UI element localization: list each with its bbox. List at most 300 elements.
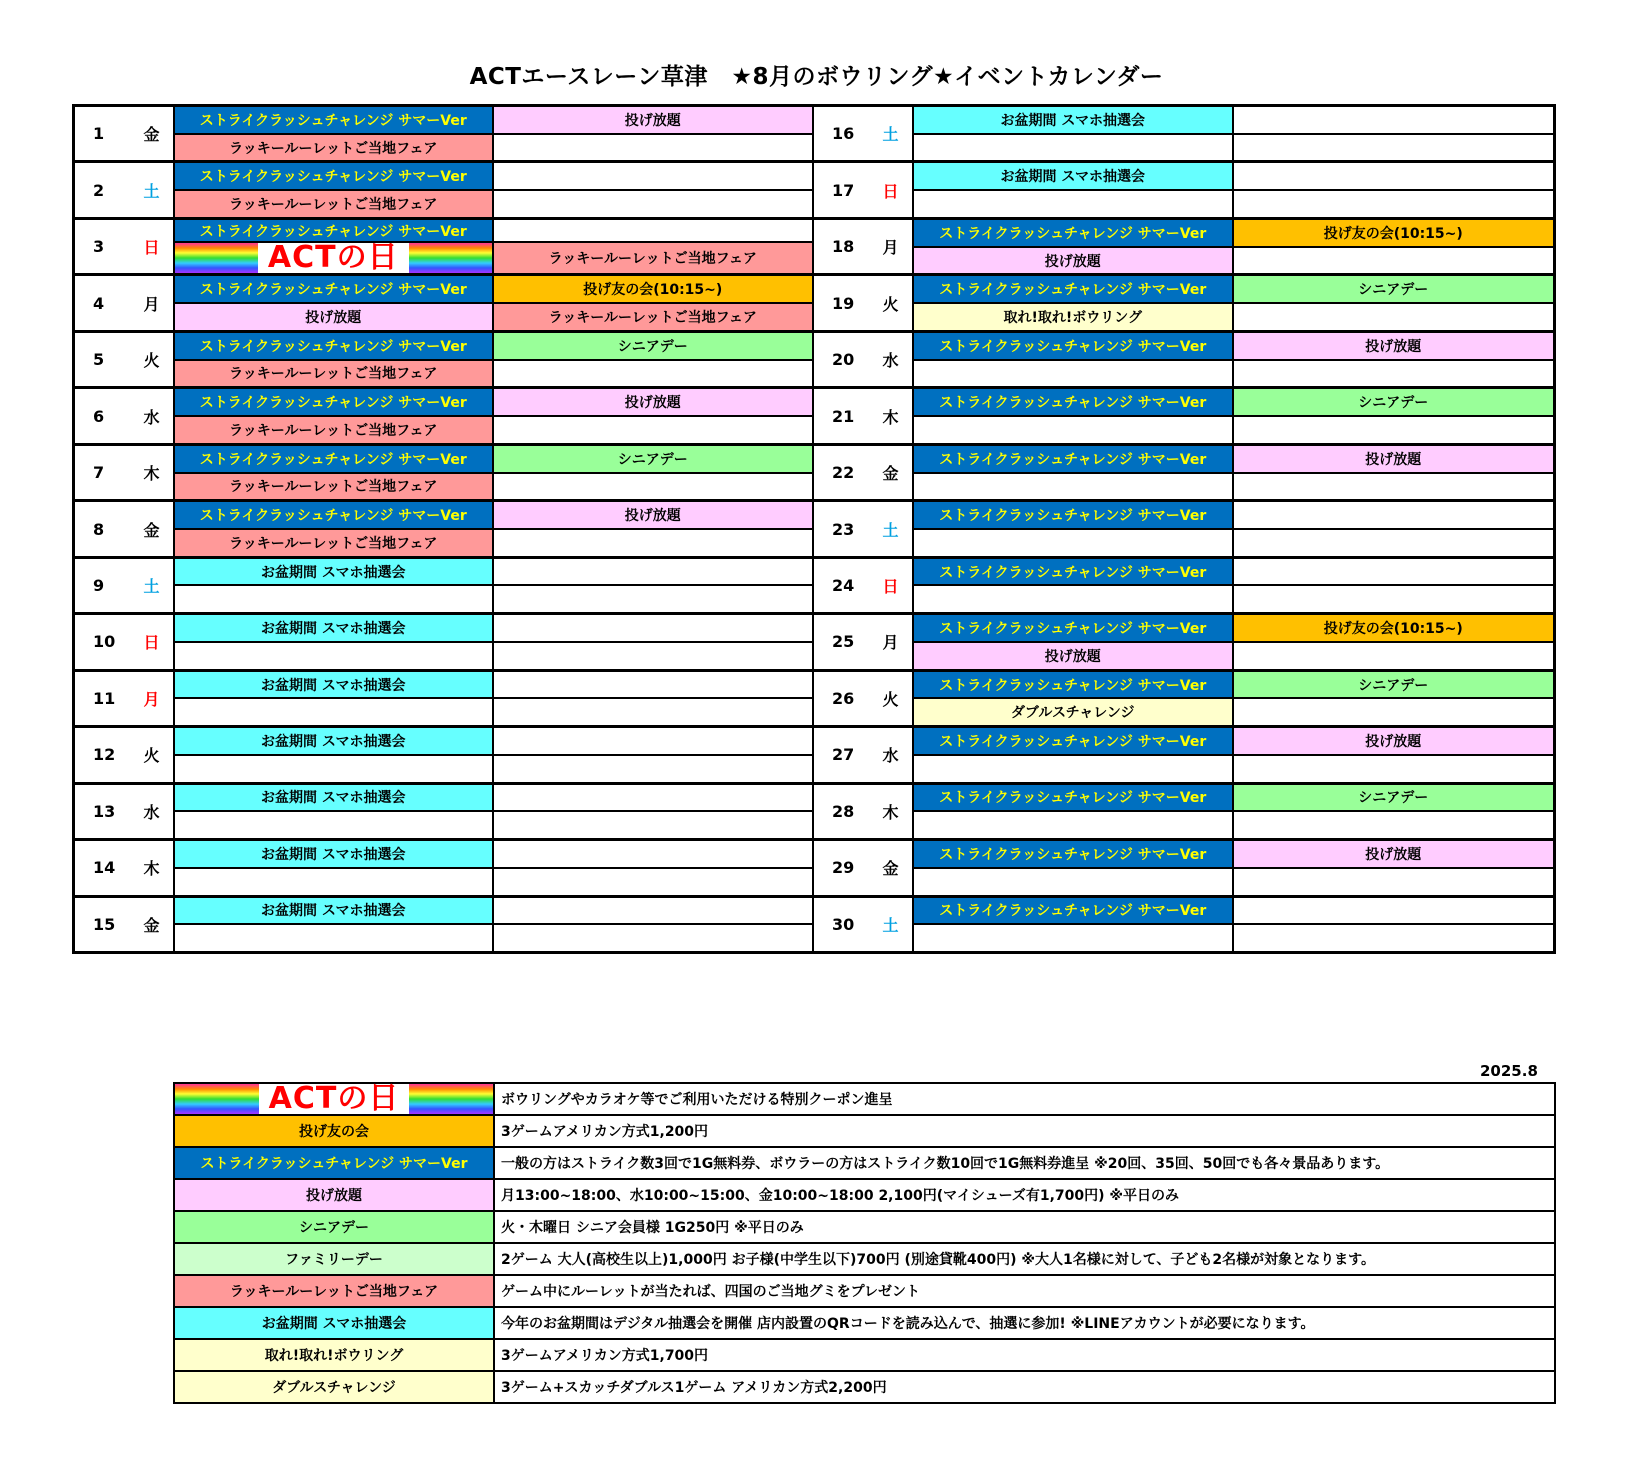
event-empty [914,586,1234,612]
event-empty [914,474,1234,500]
day-events [914,107,1553,160]
calendar-day-3 [75,220,812,276]
calendar-day-20 [814,333,1553,389]
event-row [175,615,812,643]
legend-event-description: 3ゲームアメリカン方式1,700円 [501,1348,709,1364]
calendar-day-25 [814,615,1553,671]
weekday-label: 金 [882,859,899,879]
event-row [914,220,1553,248]
date-number: 29 [832,858,855,878]
date-number: 11 [93,688,116,708]
event-empty [494,785,813,811]
date-cell [814,163,914,216]
event-strike: ストライクラッシュチャレンジ サマーVer [914,672,1234,698]
day-events [175,559,812,612]
day-events [914,333,1553,386]
event-row [914,446,1553,474]
calendar-day-12 [75,728,812,784]
legend-event-name: 投げ友の会 [175,1116,495,1146]
legend-event-name: ラッキールーレットご当地フェア [175,1276,495,1306]
day-events [914,898,1553,951]
event-row [175,446,812,474]
event-row [914,361,1553,387]
date-cell [814,389,914,442]
event-empty [1234,304,1554,330]
event-row [914,333,1553,361]
event-torenore: 取れ!取れ!ボウリング [914,304,1234,330]
date-cell [75,559,175,612]
calendar-day-4 [75,276,812,332]
event-row [914,474,1553,500]
date-cell [814,107,914,160]
event-row [175,163,812,191]
calendar-day-16 [814,107,1553,163]
calendar-day-22 [814,446,1553,502]
event-empty [1234,643,1554,669]
event-empty [914,417,1234,443]
event-strike: ストライクラッシュチャレンジ サマーVer [914,446,1234,472]
date-cell [814,785,914,838]
event-row [914,756,1553,782]
event-empty [494,615,813,641]
calendar-column-1-15 [75,107,814,951]
date-number: 4 [93,293,105,313]
weekday-label: 土 [882,915,899,935]
event-row [175,898,812,926]
event-strike: ストライクラッシュチャレンジ サマーVer [175,333,494,359]
event-senior: シニアデー [1234,672,1554,698]
calendar-day-8 [75,502,812,558]
date-cell [75,841,175,894]
event-empty [175,756,494,782]
event-empty [1234,756,1554,782]
date-number: 27 [832,745,855,765]
event-empty [914,756,1234,782]
date-cell [75,615,175,668]
event-lucky: ラッキールーレットご当地フェア [175,417,494,443]
event-strike: ストライクラッシュチャレンジ サマーVer [914,559,1234,585]
date-cell [814,898,914,951]
legend-event-description: 3ゲームアメリカン方式1,200円 [501,1124,709,1140]
event-row [175,699,812,725]
date-cell [814,559,914,612]
event-lucky: ラッキールーレットご当地フェア [175,191,494,217]
act-day-logo: ACTの日 [259,1084,410,1114]
event-row [175,925,812,951]
date-number: 5 [93,350,105,370]
event-row [175,559,812,587]
event-obon: お盆期間 スマホ抽選会 [175,898,494,924]
day-events [175,446,812,499]
event-senior: シニアデー [1234,389,1554,415]
event-tomo: 投げ友の会(10:15~) [1234,220,1554,246]
event-row [175,841,812,869]
event-calendar [72,104,1556,954]
calendar-column-16-30 [814,107,1553,951]
weekday-label: 月 [882,238,899,258]
page-title: ACTエースレーン草津 ★8月のボウリング★イベントカレンダー [469,64,1164,90]
date-cell [814,446,914,499]
date-number: 30 [832,914,855,934]
event-lucky: ラッキールーレットご当地フェア [175,135,494,161]
calendar-day-9 [75,559,812,615]
event-obon: お盆期間 スマホ抽選会 [175,841,494,867]
calendar-day-1 [75,107,812,163]
event-strike: ストライクラッシュチャレンジ サマーVer [175,163,494,189]
calendar-day-17 [814,163,1553,219]
event-row [914,304,1553,330]
event-empty [494,417,813,443]
event-obon: お盆期間 スマホ抽選会 [175,785,494,811]
calendar-day-18 [814,220,1553,276]
event-obon: お盆期間 スマホ抽選会 [175,728,494,754]
date-number: 21 [832,406,855,426]
event-row [914,559,1553,587]
event-row [914,898,1553,926]
date-number: 10 [93,632,116,652]
event-row [914,869,1553,895]
weekday-label: 金 [143,520,160,540]
date-number: 1 [93,124,105,144]
weekday-label: 日 [882,576,899,596]
event-empty [1234,474,1554,500]
event-nage: 投げ放題 [914,643,1234,669]
day-events [914,389,1553,442]
event-obon: お盆期間 スマホ抽選会 [175,672,494,698]
date-cell [75,276,175,329]
weekday-label: 土 [882,125,899,145]
event-senior: シニアデー [1234,276,1554,302]
event-tomo: 投げ友の会(10:15~) [494,276,813,302]
day-events [175,220,812,273]
event-empty [494,191,813,217]
event-empty [914,812,1234,838]
event-senior: シニアデー [494,446,813,472]
event-empty [1234,559,1554,585]
event-empty [494,474,813,500]
date-cell [75,220,175,273]
event-strike: ストライクラッシュチャレンジ サマーVer [914,502,1234,528]
legend-row [175,1148,1554,1180]
legend-event-description: 月13:00~18:00、水10:00~15:00、金10:00~18:00 2,100円(マイシューズ有1,700円) ※平日のみ [501,1188,1180,1204]
weekday-label: 金 [143,915,160,935]
day-events [914,502,1553,555]
weekday-label: 月 [143,689,160,709]
event-act [175,243,494,273]
date-cell [75,333,175,386]
event-empty [1234,586,1554,612]
day-events [175,672,812,725]
event-tomo: 投げ友の会(10:15~) [1234,615,1554,641]
event-empty [1234,898,1554,924]
event-obon: お盆期間 スマホ抽選会 [175,615,494,641]
date-cell [814,220,914,273]
event-lucky: ラッキールーレットご当地フェア [175,530,494,556]
calendar-day-2 [75,163,812,219]
weekday-label: 日 [143,633,160,653]
date-number: 15 [93,914,116,934]
event-strike: ストライクラッシュチャレンジ サマーVer [175,107,494,133]
legend-event-name: ストライクラッシュチャレンジ サマーVer [175,1148,495,1178]
calendar-day-13 [75,785,812,841]
legend-row [175,1116,1554,1148]
event-empty [494,135,813,161]
day-events [175,615,812,668]
legend-event-description: 今年のお盆期間はデジタル抽選会を開催 店内設置のQRコードを読み込んで、抽選に参加! ※LINEアカウントが必要になります。 [501,1316,1315,1332]
date-cell [814,276,914,329]
event-empty [1234,107,1554,133]
event-row [914,699,1553,725]
event-row [914,248,1553,274]
date-cell [75,107,175,160]
day-events [175,107,812,160]
event-row [175,417,812,443]
event-empty [914,135,1234,161]
event-row [175,586,812,612]
event-strike: ストライクラッシュチャレンジ サマーVer [914,898,1234,924]
legend-event-description: 一般の方はストライク数3回で1G無料券、ボウラーの方はストライク数10回で1G無料券進呈 ※20回、35回、50回でも各々景品あります。 [501,1156,1390,1172]
day-events [175,163,812,216]
event-empty [494,586,813,612]
day-events [914,672,1553,725]
date-number: 19 [832,293,855,313]
day-events [914,276,1553,329]
calendar-day-30 [814,898,1553,951]
legend-event-description: 3ゲーム+スカッチダブルス1ゲーム アメリカン方式2,200円 [501,1380,887,1396]
event-empty [494,220,813,241]
act-day-logo: ACTの日 [258,243,409,273]
event-empty [494,898,813,924]
event-empty [1234,925,1554,951]
event-empty [1234,530,1554,556]
event-senior: シニアデー [494,333,813,359]
event-empty [494,699,813,725]
event-empty [494,756,813,782]
event-lucky: ラッキールーレットご当地フェア [175,474,494,500]
event-empty [1234,163,1554,189]
weekday-label: 土 [143,576,160,596]
day-events [914,785,1553,838]
legend-row [175,1308,1554,1340]
weekday-label: 火 [143,746,160,766]
weekday-label: 水 [143,407,160,427]
day-events [175,841,812,894]
event-lucky: ラッキールーレットご当地フェア [494,304,813,330]
weekday-label: 金 [143,125,160,145]
event-strike: ストライクラッシュチャレンジ サマーVer [914,220,1234,246]
legend-row [175,1081,1554,1116]
event-nage: 投げ放題 [175,304,494,330]
event-strike: ストライクラッシュチャレンジ サマーVer [914,615,1234,641]
legend-event-description: 2ゲーム 大人(高校生以上)1,000円 お子様(中学生以下)700円 (別途貸靴400円) ※大人1名様に対して、子ども2名様が対象となります。 [501,1252,1376,1268]
event-row [914,276,1553,304]
date-number: 25 [832,632,855,652]
legend-event-description: ボウリングやカラオケ等でご利用いただける特別クーポン進呈 [501,1092,893,1108]
event-row [175,869,812,895]
event-row [175,304,812,330]
legend-event-name: ファミリーデー [175,1244,495,1274]
day-events [914,615,1553,668]
legend-row [175,1276,1554,1308]
date-cell [75,163,175,216]
event-empty [1234,191,1554,217]
event-empty [175,586,494,612]
legend-event-name: ダブルスチャレンジ [175,1372,495,1402]
weekday-label: 火 [882,294,899,314]
event-strike: ストライクラッシュチャレンジ サマーVer [175,276,494,302]
calendar-day-24 [814,559,1553,615]
event-empty [1234,699,1554,725]
legend-date: 2025.8 [1480,1062,1538,1080]
event-lucky: ラッキールーレットご当地フェア [494,243,813,273]
date-cell [75,898,175,951]
weekday-label: 木 [882,802,899,822]
date-cell [814,502,914,555]
event-strike: ストライクラッシュチャレンジ サマーVer [175,446,494,472]
legend-event-name: お盆期間 スマホ抽選会 [175,1308,495,1338]
day-events [175,333,812,386]
weekday-label: 木 [143,464,160,484]
event-row [175,389,812,417]
event-row [914,586,1553,612]
weekday-label: 水 [882,746,899,766]
event-row [914,191,1553,217]
weekday-label: 月 [882,633,899,653]
date-number: 6 [93,406,105,426]
event-row [914,812,1553,838]
legend-event-description: 火・木曜日 シニア会員様 1G250円 ※平日のみ [501,1220,804,1236]
date-number: 17 [832,180,855,200]
event-empty [494,841,813,867]
event-row [175,756,812,782]
event-nage: 投げ放題 [494,107,813,133]
date-number: 2 [93,180,105,200]
event-empty [914,925,1234,951]
weekday-label: 火 [882,689,899,709]
calendar-day-15 [75,898,812,951]
day-events [175,785,812,838]
date-cell [814,841,914,894]
day-events [175,898,812,951]
event-row [175,728,812,756]
weekday-label: 土 [882,520,899,540]
date-number: 16 [832,124,855,144]
date-cell [75,728,175,781]
weekday-label: 火 [143,351,160,371]
event-row [175,107,812,135]
event-row [175,812,812,838]
event-strike: ストライクラッシュチャレンジ サマーVer [914,276,1234,302]
event-row [914,925,1553,951]
calendar-day-26 [814,672,1553,728]
event-empty [175,925,494,951]
event-strike: ストライクラッシュチャレンジ サマーVer [914,728,1234,754]
event-row [175,135,812,161]
weekday-label: 金 [882,464,899,484]
event-strike: ストライクラッシュチャレンジ サマーVer [175,389,494,415]
date-number: 13 [93,801,116,821]
event-empty [1234,135,1554,161]
weekday-label: 月 [143,294,160,314]
event-row [914,530,1553,556]
date-number: 22 [832,463,855,483]
event-empty [494,925,813,951]
calendar-day-10 [75,615,812,671]
calendar-day-28 [814,785,1553,841]
date-number: 24 [832,575,855,595]
day-events [175,276,812,329]
weekday-label: 日 [882,181,899,201]
date-cell [75,502,175,555]
legend-row [175,1340,1554,1372]
event-obon: お盆期間 スマホ抽選会 [914,163,1234,189]
event-row [175,361,812,387]
weekday-label: 木 [143,859,160,879]
event-nage: 投げ放題 [1234,333,1554,359]
weekday-label: 水 [143,802,160,822]
event-row [175,276,812,304]
event-row [914,107,1553,135]
event-strike: ストライクラッシュチャレンジ サマーVer [914,785,1234,811]
calendar-day-23 [814,502,1553,558]
day-events [914,220,1553,273]
event-row [914,615,1553,643]
day-events [175,728,812,781]
event-lucky: ラッキールーレットご当地フェア [175,361,494,387]
event-nage: 投げ放題 [494,502,813,528]
event-row [175,474,812,500]
event-row [914,417,1553,443]
date-number: 23 [832,519,855,539]
date-cell [814,728,914,781]
legend-row [175,1244,1554,1276]
legend-event-description: ゲーム中にルーレットが当たれば、四国のご当地グミをプレゼント [501,1284,921,1300]
legend-event-name [175,1081,495,1116]
event-empty [175,699,494,725]
event-strike: ストライクラッシュチャレンジ サマーVer [914,333,1234,359]
date-number: 28 [832,801,855,821]
day-events [175,502,812,555]
event-nage: 投げ放題 [1234,446,1554,472]
event-empty [914,191,1234,217]
event-empty [1234,417,1554,443]
date-cell [75,446,175,499]
event-strike: ストライクラッシュチャレンジ サマーVer [175,220,494,241]
event-row [175,672,812,700]
day-events [914,841,1553,894]
event-empty [1234,812,1554,838]
event-strike: ストライクラッシュチャレンジ サマーVer [914,389,1234,415]
event-empty [494,530,813,556]
date-cell [75,785,175,838]
event-row [914,785,1553,813]
date-number: 18 [832,237,855,257]
event-empty [494,163,813,189]
calendar-day-11 [75,672,812,728]
event-row [175,191,812,217]
event-row [175,502,812,530]
event-strike: ストライクラッシュチャレンジ サマーVer [175,502,494,528]
legend-row [175,1180,1554,1212]
event-row [914,389,1553,417]
event-nage: 投げ放題 [1234,841,1554,867]
event-nage: 投げ放題 [914,248,1234,274]
event-row [175,333,812,361]
calendar-day-27 [814,728,1553,784]
legend-event-name: 投げ放題 [175,1180,495,1210]
event-empty [1234,361,1554,387]
event-row [914,643,1553,669]
